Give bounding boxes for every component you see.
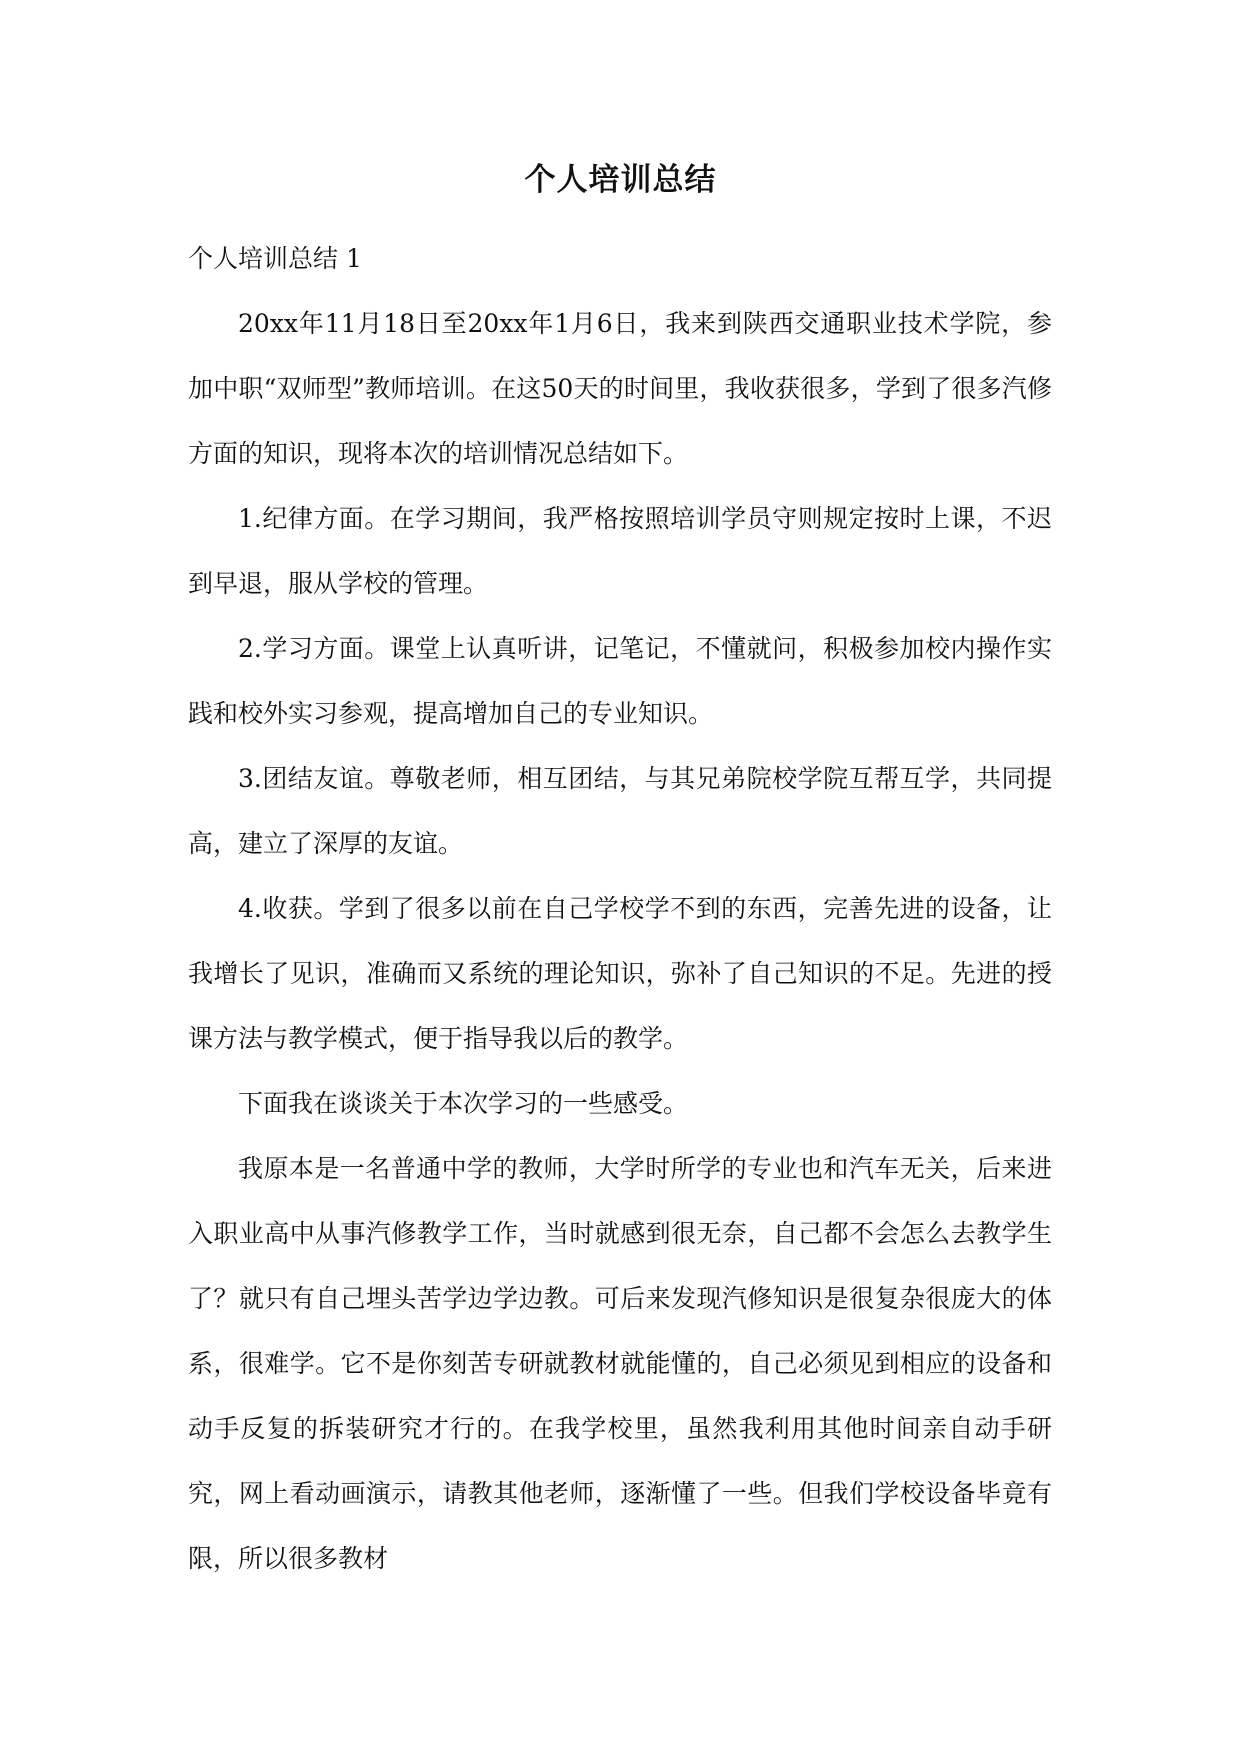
paragraph-discipline: 1.纪律方面。在学习期间，我严格按照培训学员守则规定按时上课，不迟到早退，服从学校的管理。 [188, 504, 1052, 598]
paragraph-friendship: 3.团结友谊。尊敬老师，相互团结，与其兄弟院校学院互帮互学，共同提高，建立了深厚的友谊。 [188, 764, 1052, 858]
paragraph-transition: 下面我在谈谈关于本次学习的一些感受。 [238, 1089, 689, 1118]
document-body [188, 226, 1052, 1591]
document-title: 个人培训总结 [524, 162, 717, 198]
paragraph-intro: 20xx年11月18日至20xx年1月6日，我来到陕西交通职业技术学院，参加中职“双师型”教师培训。在这50天的时间里，我收获很多，学到了很多汽修方面的知识，现将本次的培训情况总结如下。 [188, 309, 1052, 468]
paragraph-gains: 4.收获。学到了很多以前在自己学校学不到的东西，完善先进的设备，让我增长了见识，准确而又系统的理论知识，弥补了自己知识的不足。先进的授课方法与教学模式，便于指导我以后的教学。 [188, 894, 1052, 1053]
section-heading: 个人培训总结 1 [188, 244, 362, 273]
paragraph-experience: 我原本是一名普通中学的教师，大学时所学的专业也和汽车无关，后来进入职业高中从事汽修教学工作，当时就感到很无奈，自己都不会怎么去教学生了？就只有自己埋头苦学边学边教。可后来发现汽修知识是很复杂很庞大的体系，很难学。它不是你刻苦专研就教材就能懂的，自己必须见到相应的设备和动手反复的拆装研究才行的。在我学校里，虽然我利用其他时间亲自动手研究，网上看动画演示，请教其他老师，逐渐懂了一些。但我们学校设备毕竟有限，所以很多教材 [188, 1154, 1052, 1573]
paragraph-study: 2.学习方面。课堂上认真听讲，记笔记，不懂就问，积极参加校内操作实践和校外实习参观，提高增加自己的专业知识。 [188, 634, 1052, 728]
